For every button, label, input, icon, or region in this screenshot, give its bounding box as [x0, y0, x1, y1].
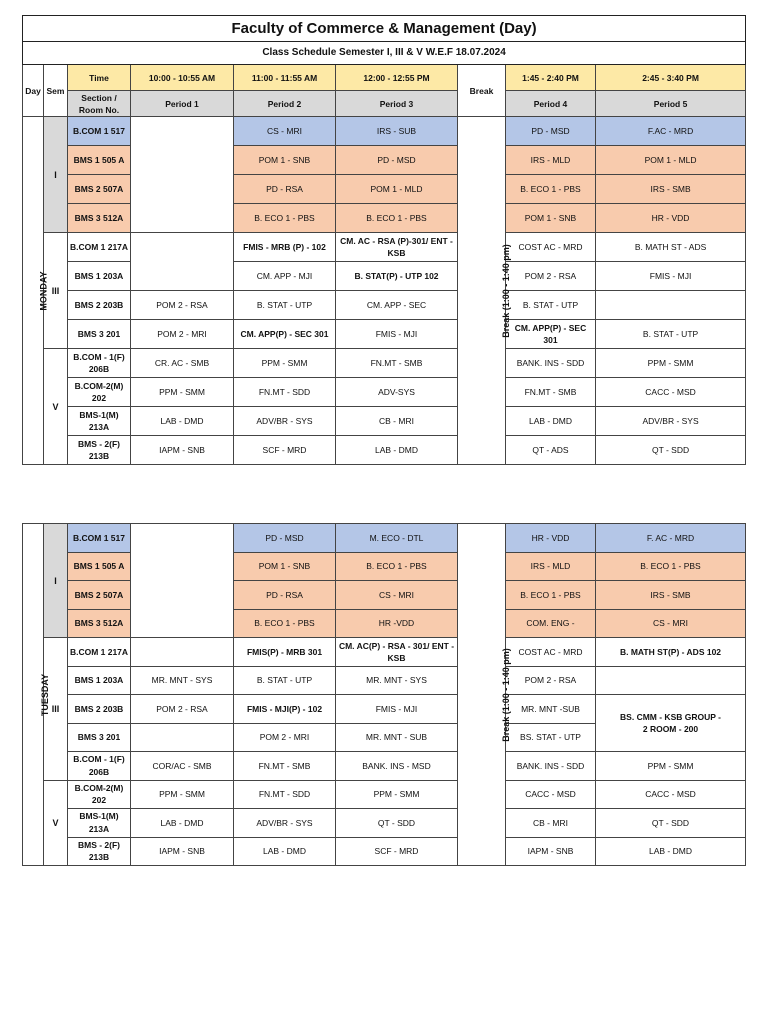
class-cell — [596, 291, 746, 320]
class-cell: CM. AC(P) - RSA - 301/ ENT - KSB — [336, 638, 458, 667]
class-cell: CACC - MSD — [506, 780, 596, 809]
class-cell: POM 1 - SNB — [506, 204, 596, 233]
class-cell: F. AC - MRD — [596, 524, 746, 553]
class-cell: B. ECO 1 - PBS — [336, 552, 458, 581]
section-cell: BMS 3 512A — [68, 204, 131, 233]
class-cell: FMIS - MJI — [596, 262, 746, 291]
time-slot: 2:45 - 3:40 PM — [596, 65, 746, 91]
sem-label: V — [44, 780, 68, 866]
class-cell: CM. APP(P) - SEC 301 — [234, 320, 336, 349]
period-header: Period 1 — [131, 91, 234, 117]
class-cell: LAB - DMD — [131, 809, 234, 838]
class-cell: QT - SDD — [596, 436, 746, 465]
period-header: Period 5 — [596, 91, 746, 117]
class-cell: IRS - SMB — [596, 175, 746, 204]
class-cell: POM 1 - SNB — [234, 552, 336, 581]
class-cell — [596, 666, 746, 695]
class-cell: IRS - MLD — [506, 146, 596, 175]
class-cell: MR. MNT - SUB — [336, 723, 458, 752]
class-cell: B. ECO 1 - PBS — [596, 552, 746, 581]
class-cell: SCF - MRD — [234, 436, 336, 465]
section-cell: BMS-1(M) 213A — [68, 809, 131, 838]
class-cell: IRS - MLD — [506, 552, 596, 581]
class-cell: BS. STAT - UTP — [506, 723, 596, 752]
section-cell: BMS - 2(F) 213B — [68, 436, 131, 465]
class-cell: CR. AC - SMB — [131, 349, 234, 378]
class-cell: B. MATH ST - ADS — [596, 233, 746, 262]
class-cell: PPM - SMM — [234, 349, 336, 378]
class-cell: SCF - MRD — [336, 837, 458, 866]
class-cell: FN.MT - SDD — [234, 378, 336, 407]
class-cell — [131, 638, 234, 667]
class-cell: LAB - DMD — [234, 837, 336, 866]
section-cell: B.COM 1 517 — [68, 117, 131, 146]
section-cell: BMS 3 201 — [68, 320, 131, 349]
class-cell: BANK. INS - MSD — [336, 752, 458, 781]
class-cell: B. STAT - UTP — [234, 666, 336, 695]
class-cell: ADV/BR - SYS — [234, 809, 336, 838]
class-cell: PPM - SMM — [131, 378, 234, 407]
class-cell: COST AC - MRD — [506, 638, 596, 667]
day-header: Day — [23, 65, 44, 117]
period-header: Period 3 — [336, 91, 458, 117]
class-cell: CM. AC - RSA (P)-301/ ENT - KSB — [336, 233, 458, 262]
sem-label: III — [44, 233, 68, 349]
class-cell: POM 2 - MRI — [234, 723, 336, 752]
class-cell: B. ECO 1 - PBS — [234, 609, 336, 638]
class-cell: POM 1 - MLD — [336, 175, 458, 204]
tuesday-schedule-table — [22, 523, 746, 866]
class-cell: PPM - SMM — [596, 752, 746, 781]
section-cell: BMS 2 507A — [68, 175, 131, 204]
day-label: TUESDAY — [23, 524, 44, 866]
section-cell: B.COM - 1(F) 206B — [68, 349, 131, 378]
section-cell: BMS 1 505 A — [68, 552, 131, 581]
class-cell: B. STAT - UTP — [596, 320, 746, 349]
class-cell: PD - MSD — [234, 524, 336, 553]
class-cell: FMIS(P) - MRB 301 — [234, 638, 336, 667]
class-cell: FMIS - MJI(P) - 102 — [234, 695, 336, 724]
class-cell: HR - VDD — [506, 524, 596, 553]
section-cell: B.COM 1 217A — [68, 233, 131, 262]
class-cell: PD - RSA — [234, 581, 336, 610]
class-cell: IRS - SMB — [596, 581, 746, 610]
time-slot: 1:45 - 2:40 PM — [506, 65, 596, 91]
section-cell: BMS 1 203A — [68, 666, 131, 695]
class-cell: CS - MRI — [596, 609, 746, 638]
section-cell: B.COM - 1(F) 206B — [68, 752, 131, 781]
class-cell: B. STAT - UTP — [506, 291, 596, 320]
class-cell: POM 1 - SNB — [234, 146, 336, 175]
class-cell: POM 2 - RSA — [506, 262, 596, 291]
class-cell: LAB - DMD — [336, 436, 458, 465]
sem-label: I — [44, 117, 68, 233]
section-cell: BMS 3 201 — [68, 723, 131, 752]
time-slot: 12:00 - 12:55 PM — [336, 65, 458, 91]
class-cell: POM 2 - MRI — [131, 320, 234, 349]
class-cell: BANK. INS - SDD — [506, 349, 596, 378]
class-cell: POM 2 - RSA — [131, 291, 234, 320]
class-cell: CACC - MSD — [596, 780, 746, 809]
class-cell: QT - SDD — [596, 809, 746, 838]
class-cell — [131, 723, 234, 752]
period-header: Period 4 — [506, 91, 596, 117]
class-cell — [131, 524, 234, 638]
class-cell: FMIS - MJI — [336, 695, 458, 724]
class-cell: COST AC - MRD — [506, 233, 596, 262]
class-cell: IRS - SUB — [336, 117, 458, 146]
section-cell: BMS 3 512A — [68, 609, 131, 638]
class-cell: POM 2 - RSA — [506, 666, 596, 695]
break-column: Break (1:00 - 1:40 pm) — [458, 524, 506, 866]
class-cell: POM 1 - MLD — [596, 146, 746, 175]
class-cell: F.AC - MRD — [596, 117, 746, 146]
section-cell: B.COM-2(M) 202 — [68, 780, 131, 809]
sem-label: V — [44, 349, 68, 465]
class-cell: POM 2 - RSA — [131, 695, 234, 724]
day-label: MONDAY — [23, 117, 44, 465]
class-cell: COR/AC - SMB — [131, 752, 234, 781]
class-cell: MR. MNT - SYS — [336, 666, 458, 695]
class-cell: HR -VDD — [336, 609, 458, 638]
section-cell: BMS 2 203B — [68, 695, 131, 724]
class-cell: ADV-SYS — [336, 378, 458, 407]
class-cell: PD - MSD — [336, 146, 458, 175]
class-cell: B. STAT(P) - UTP 102 — [336, 262, 458, 291]
class-cell: BANK. INS - SDD — [506, 752, 596, 781]
class-cell — [131, 233, 234, 291]
class-cell: PD - MSD — [506, 117, 596, 146]
class-cell: FN.MT - SDD — [234, 780, 336, 809]
class-cell: B. ECO 1 - PBS — [336, 204, 458, 233]
class-cell: CB - MRI — [336, 407, 458, 436]
class-cell: FN.MT - SMB — [336, 349, 458, 378]
time-slot: 11:00 - 11:55 AM — [234, 65, 336, 91]
class-cell: FN.MT - SMB — [234, 752, 336, 781]
page-subtitle: Class Schedule Semester I, III & V W.E.F 18.07.2024 — [23, 42, 746, 65]
class-cell: B. ECO 1 - PBS — [506, 175, 596, 204]
class-cell: LAB - DMD — [131, 407, 234, 436]
class-cell: COM. ENG - — [506, 609, 596, 638]
class-cell: CACC - MSD — [596, 378, 746, 407]
class-cell: PPM - SMM — [131, 780, 234, 809]
break-header: Break — [458, 65, 506, 117]
class-cell: ADV/BR - SYS — [234, 407, 336, 436]
time-slot: 10:00 - 10:55 AM — [131, 65, 234, 91]
class-cell: CM. APP(P) - SEC 301 — [506, 320, 596, 349]
section-cell: BMS 2 203B — [68, 291, 131, 320]
class-cell: FMIS - MJI — [336, 320, 458, 349]
section-cell: BMS - 2(F) 213B — [68, 837, 131, 866]
class-cell — [131, 117, 234, 233]
class-cell: PPM - SMM — [336, 780, 458, 809]
class-cell: BS. CMM - KSB GROUP - 2 ROOM - 200 — [596, 695, 746, 752]
class-cell: MR. MNT -SUB — [506, 695, 596, 724]
section-cell: B.COM-2(M) 202 — [68, 378, 131, 407]
class-cell: HR - VDD — [596, 204, 746, 233]
class-cell: IAPM - SNB — [131, 436, 234, 465]
section-cell: BMS 2 507A — [68, 581, 131, 610]
class-cell: CS - MRI — [336, 581, 458, 610]
class-cell: LAB - DMD — [596, 837, 746, 866]
section-cell: BMS 1 203A — [68, 262, 131, 291]
class-cell: M. ECO - DTL — [336, 524, 458, 553]
class-cell: PD - RSA — [234, 175, 336, 204]
section-cell: B.COM 1 517 — [68, 524, 131, 553]
class-cell: ADV/BR - SYS — [596, 407, 746, 436]
page-title: Faculty of Commerce & Management (Day) — [23, 16, 746, 42]
class-cell: B. ECO 1 - PBS — [234, 204, 336, 233]
class-cell: IAPM - SNB — [506, 837, 596, 866]
class-cell: CB - MRI — [506, 809, 596, 838]
class-cell: B. MATH ST(P) - ADS 102 — [596, 638, 746, 667]
class-cell: QT - ADS — [506, 436, 596, 465]
period-header: Period 2 — [234, 91, 336, 117]
sem-header: Sem — [44, 65, 68, 117]
class-cell: QT - SDD — [336, 809, 458, 838]
break-column: Break (1:00 - 1:40 pm) — [458, 117, 506, 465]
class-cell: FMIS - MRB (P) - 102 — [234, 233, 336, 262]
class-cell: CM. APP - SEC — [336, 291, 458, 320]
class-cell: LAB - DMD — [506, 407, 596, 436]
monday-schedule-table — [22, 15, 746, 465]
section-cell: BMS 1 505 A — [68, 146, 131, 175]
class-cell: FN.MT - SMB — [506, 378, 596, 407]
class-cell: MR. MNT - SYS — [131, 666, 234, 695]
time-header: Time — [68, 65, 131, 91]
section-cell: B.COM 1 217A — [68, 638, 131, 667]
class-cell: IAPM - SNB — [131, 837, 234, 866]
sem-label: I — [44, 524, 68, 638]
class-cell: CM. APP - MJI — [234, 262, 336, 291]
class-cell: B. ECO 1 - PBS — [506, 581, 596, 610]
class-cell: PPM - SMM — [596, 349, 746, 378]
class-cell: CS - MRI — [234, 117, 336, 146]
section-cell: BMS-1(M) 213A — [68, 407, 131, 436]
sem-label: III — [44, 638, 68, 781]
class-cell: B. STAT - UTP — [234, 291, 336, 320]
section-header: Section / Room No. — [68, 91, 131, 117]
